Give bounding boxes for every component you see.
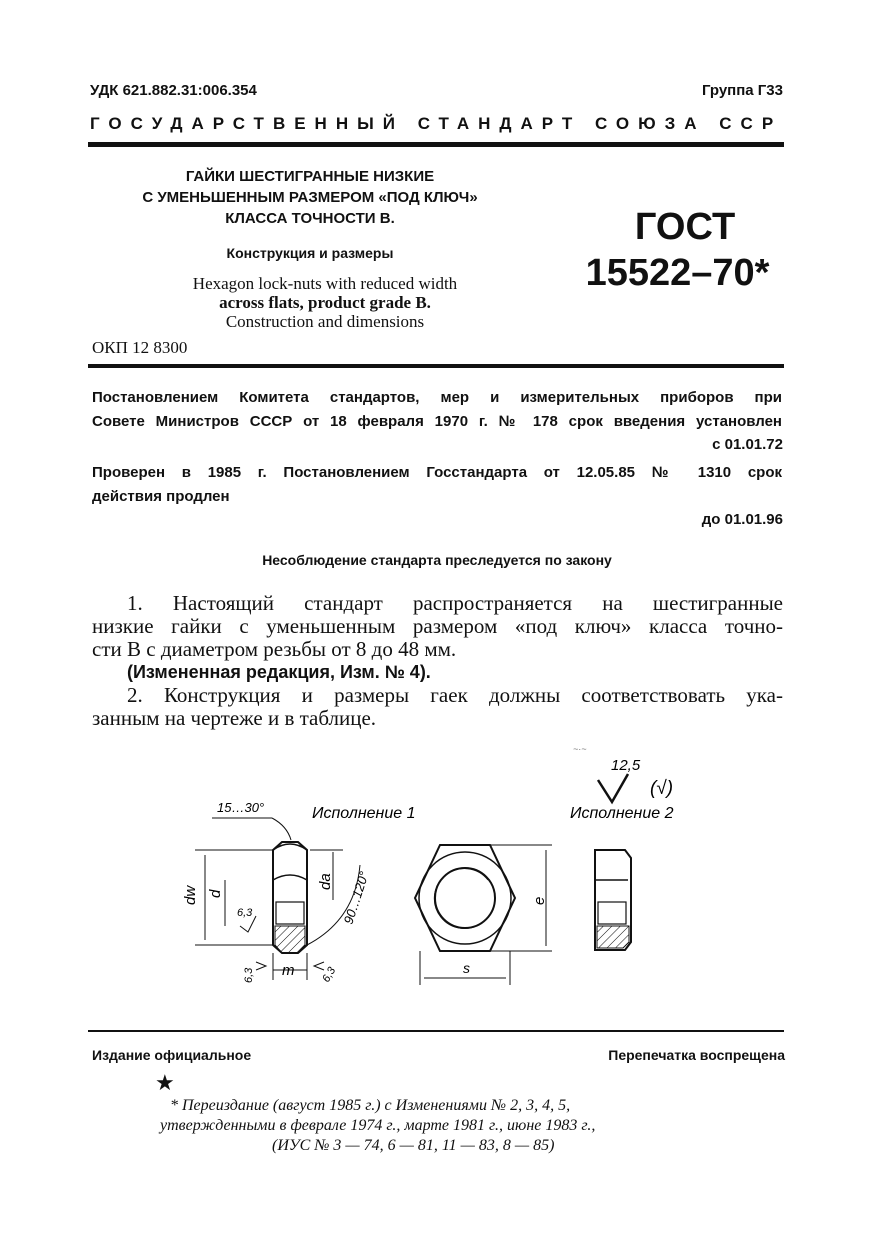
para2-line1: 2. Конструкция и размеры гаек должны соответствовать ука- (127, 683, 783, 707)
decree-line4: Проверен в 1985 г. Постановлением Госстандарта от 12.05.85 № 1310 срок (92, 464, 782, 481)
udk-code: УДК 621.882.31:006.354 (90, 82, 257, 99)
roughness-small-2: 6,3 (243, 967, 255, 983)
state-standard-heading: ГОСУДАРСТВЕННЫЙ СТАНДАРТ СОЮЗА ССР (90, 114, 783, 133)
label-m: m (282, 962, 295, 979)
title-ru-subtitle: Конструкция и размеры (226, 245, 394, 261)
para2-line2: занным на чертеже и в таблице. (92, 706, 377, 730)
para1-line3: сти В с диаметром резьбы от 8 до 48 мм. (92, 637, 457, 661)
version1-side-view (182, 842, 372, 985)
svg-text:~·~: ~·~ (573, 744, 587, 754)
reprint-prohibited: Перепечатка воспрещена (608, 1047, 785, 1063)
label-da: da (317, 873, 334, 890)
roughness-value: 12,5 (611, 757, 641, 774)
official-edition: Издание официальное (92, 1047, 252, 1063)
roughness-check-icon (598, 774, 628, 802)
decree-line3: с 01.01.72 (712, 436, 783, 453)
amendment-note: (Измененная редакция, Изм. № 4). (127, 662, 431, 682)
gost-number: 15522–70* (585, 252, 770, 294)
footer-rule (88, 1030, 784, 1032)
para1-line2: низкие гайки с уменьшенным размером «под ключ» класса точно- (92, 614, 783, 638)
title-ru (95, 166, 525, 229)
gost-label: ГОСТ (634, 206, 736, 248)
title-rule (88, 364, 784, 368)
decree-line1: Постановлением Комитета стандартов, мер и измерительных приборов при (92, 389, 782, 406)
title-en (95, 274, 555, 331)
group-code: Группа Г33 (701, 82, 783, 99)
label-e: e (531, 896, 548, 905)
decree-line6: до 01.01.96 (701, 511, 783, 528)
star-icon: ★ (155, 1070, 175, 1095)
label-d: d (207, 889, 224, 898)
warning-text: Несоблюдение стандарта преследуется по закону (262, 552, 612, 568)
okp-code: ОКП 12 8300 (92, 338, 188, 357)
title-en-line3: Construction and dimensions (225, 312, 425, 331)
label-dw: dw (182, 885, 199, 905)
para1-line1: 1. Настоящий стандарт распространяется на шестигранные (127, 591, 783, 615)
title-ru-line3: КЛАССА ТОЧНОСТИ В. (225, 210, 395, 227)
roughness-mark (573, 744, 673, 802)
roughness-small-3: 6,3 (320, 965, 339, 985)
hexagon-front-view (415, 845, 552, 985)
title-en-line1: Hexagon lock-nuts with reduced width (192, 274, 458, 293)
reissue-note-line1: * Переиздание (август 1985 г.) с Изменениями № 2, 3, 4, 5, (170, 1097, 571, 1114)
top-rule (88, 142, 784, 147)
chamfer-angle-label: 15…30° (217, 800, 265, 815)
decree-line2: Совете Министров СССР от 18 февраля 1970 г. № 178 срок введения установлен (92, 413, 782, 430)
decree-line5: действия продлен (92, 488, 230, 505)
version2-label: Исполнение 2 (570, 805, 674, 822)
thread-angle-label: 90…120° (340, 869, 372, 926)
title-ru-line1: ГАЙКИ ШЕСТИГРАННЫЕ НИЗКИЕ (185, 168, 435, 185)
version2-side-view (595, 850, 631, 950)
roughness-small-1: 6,3 (237, 907, 253, 919)
reissue-note-line3: (ИУС № 3 — 74, 6 — 81, 11 — 83, 8 — 85) (272, 1137, 555, 1154)
label-s: s (463, 960, 470, 976)
title-en-line2: across flats, product grade B. (219, 293, 431, 312)
roughness-paren: (√) (650, 778, 674, 799)
title-ru-line2: С УМЕНЬШЕННЫМ РАЗМЕРОМ «ПОД КЛЮЧ» (142, 189, 478, 206)
version1-label: Исполнение 1 (312, 805, 416, 822)
nut-drawing (0, 740, 875, 1030)
reissue-note-line2: утвержденными в феврале 1974 г., марте 1981 г., июне 1983 г., (160, 1117, 596, 1134)
